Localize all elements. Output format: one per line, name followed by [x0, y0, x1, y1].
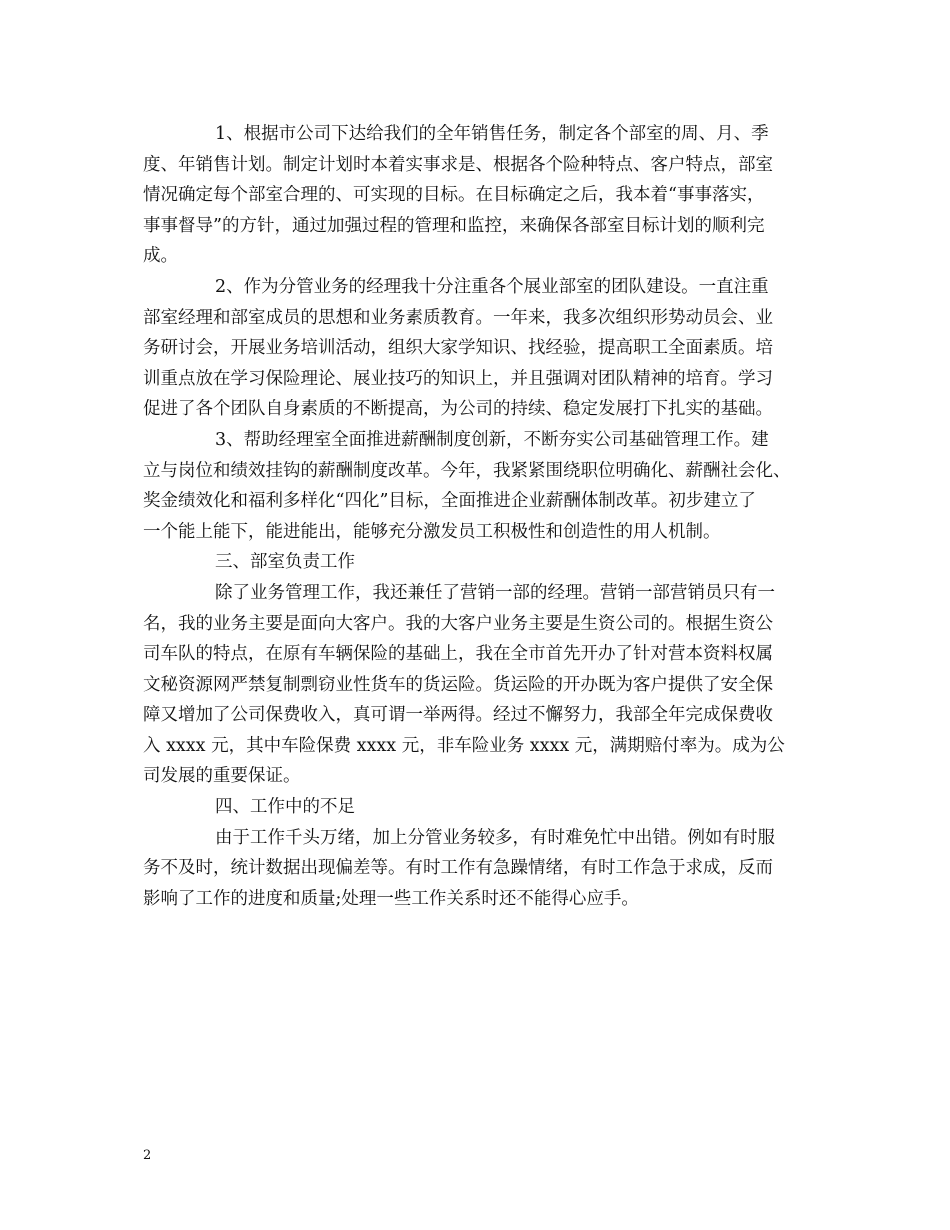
- paragraph-line: 促进了各个团队自身素质的不断提高，为公司的持续、稳定发展打下扎实的基础。: [143, 399, 773, 420]
- paragraph-line: 务研讨会，开展业务培训活动，组织大家学知识、找经验，提高职工全面素质。培: [143, 338, 773, 359]
- paragraph-line: 入 xxxx 元，其中车险保费 xxxx 元，非车险业务 xxxx 元，满期赔付率为。成为公: [143, 735, 785, 756]
- page-number: 2: [143, 1148, 152, 1163]
- paragraph-line: 文秘资源网严禁复制剽窃业性货车的货运险。货运险的开办既为客户提供了安全保: [143, 674, 773, 695]
- paragraph-first-line: 由于工作千头万绪，加上分管业务较多，有时难免忙中出错。例如有时服: [215, 827, 775, 848]
- paragraph-line: 训重点放在学习保险理论、展业技巧的知识上，并且强调对团队精神的培育。学习: [143, 368, 773, 389]
- paragraph-first-line: 除了业务管理工作，我还兼任了营销一部的经理。营销一部营销员只有一: [215, 582, 775, 603]
- paragraph-line: 情况确定每个部室合理的、可实现的目标。在目标确定之后，我本着“事事落实，: [143, 185, 765, 206]
- paragraph-line: 司发展的重要保证。: [143, 766, 301, 787]
- paragraph-first-line: 四、工作中的不足: [215, 797, 355, 818]
- document-body: [143, 119, 823, 914]
- paragraph-first-line: 3、帮助经理室全面推进薪酬制度创新，不断夯实公司基础管理工作。建: [215, 429, 769, 450]
- paragraph-first-line: 1、根据市公司下达给我们的全年销售任务，制定各个部室的周、月、季: [215, 124, 769, 144]
- paragraph-line: 影响了工作的进度和质量;处理一些工作关系时还不能得心应手。: [143, 888, 639, 909]
- paragraph-line: 度、年销售计划。制定计划时本着实事求是、根据各个险种特点、客户特点，部室: [143, 154, 773, 175]
- paragraph-line: 一个能上能下，能进能出，能够充分激发员工积极性和创造性的用人机制。: [143, 521, 721, 542]
- paragraph-line: 部室经理和部室成员的思想和业务素质教育。一年来，我多次组织形势动员会、业: [143, 307, 773, 328]
- paragraph-line: 奖金绩效化和福利多样化“四化”目标，全面推进企业薪酬体制改革。初步建立了: [143, 491, 756, 512]
- paragraph-first-line: 2、作为分管业务的经理我十分注重各个展业部室的团队建设。一直注重: [215, 276, 769, 297]
- paragraph-line: 障又增加了公司保费收入，真可谓一举两得。经过不懈努力，我部全年完成保费收: [143, 705, 773, 726]
- paragraph-line: 立与岗位和绩效挂钩的薪酬制度改革。今年，我紧紧围绕职位明确化、薪酬社会化、: [143, 460, 791, 481]
- paragraph-line: 司车队的特点，在原有车辆保险的基础上，我在全市首先开办了针对营本资料权属: [143, 644, 773, 665]
- paragraph-line: 成。: [143, 246, 178, 267]
- paragraph-first-line: 三、部室负责工作: [215, 552, 355, 573]
- paragraph-line: 名，我的业务主要是面向大客户。我的大客户业务主要是生资公司的。根据生资公: [143, 613, 773, 634]
- paragraph-line: 事事督导”的方针，通过加强过程的管理和监控，来确保各部室目标计划的顺利完: [143, 215, 765, 236]
- paragraph-line: 务不及时，统计数据出现偏差等。有时工作有急躁情绪，有时工作急于求成，反而: [143, 858, 773, 879]
